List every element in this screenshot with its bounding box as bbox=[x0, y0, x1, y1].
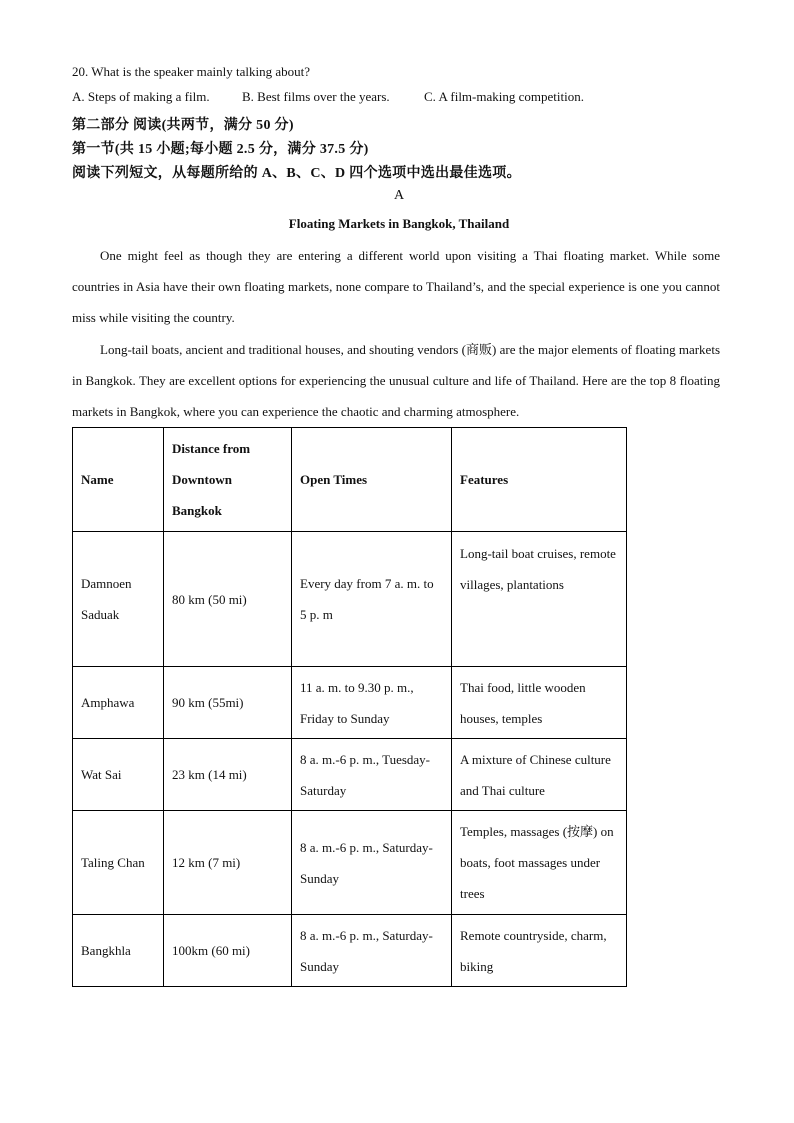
section-instructions: 阅读下列短文，从每题所给的 A、B、C、D 四个选项中选出最佳选项。 bbox=[72, 166, 521, 181]
table-row bbox=[73, 915, 627, 987]
question-20-options bbox=[72, 89, 584, 105]
market-name: Bangkhla bbox=[73, 915, 164, 987]
market-features: Long-tail boat cruises, remote villages, plantations bbox=[452, 532, 627, 667]
market-features: Thai food, little wooden houses, temples bbox=[452, 667, 627, 739]
passage-paragraph-2: Long-tail boats, ancient and traditional houses, and shouting vendors (商贩) are the major elements of floating markets in Bangkok. They are excellent options for experiencing the unusual culture and life of Thailand. Here are the top 8 floating markets in Bangkok, where you can experience the chaotic and charming atmosphere. bbox=[72, 342, 720, 420]
header-features: Features bbox=[452, 428, 627, 532]
market-name: Wat Sai bbox=[73, 739, 164, 811]
option-b: B. Best films over the years. bbox=[242, 89, 390, 104]
passage-letter: A bbox=[393, 188, 405, 203]
market-open-times: 8 a. m.-6 p. m., Saturday-Sunday bbox=[292, 811, 452, 915]
table-header-row bbox=[73, 428, 627, 532]
table-row bbox=[73, 532, 627, 667]
market-distance: 80 km (50 mi) bbox=[164, 532, 292, 667]
market-distance: 100km (60 mi) bbox=[164, 915, 292, 987]
header-open-times: Open Times bbox=[292, 428, 452, 532]
market-name: Amphawa bbox=[73, 667, 164, 739]
option-a: A. Steps of making a film. bbox=[72, 89, 210, 104]
market-name: Damnoen Saduak bbox=[73, 532, 164, 667]
market-distance: 90 km (55mi) bbox=[164, 667, 292, 739]
market-features: Remote countryside, charm, biking bbox=[452, 915, 627, 987]
floating-markets-table bbox=[72, 427, 627, 987]
header-distance: Distance from Downtown Bangkok bbox=[164, 428, 292, 532]
table-row bbox=[73, 739, 627, 811]
table-row bbox=[73, 667, 627, 739]
market-features: A mixture of Chinese culture and Thai culture bbox=[452, 739, 627, 811]
section-header-part1: 第一节(共 15 小题;每小题 2.5 分，满分 37.5 分) bbox=[72, 142, 369, 157]
market-open-times: Every day from 7 a. m. to 5 p. m bbox=[292, 532, 452, 667]
header-name: Name bbox=[73, 428, 164, 532]
passage-title: Floating Markets in Bangkok, Thailand bbox=[288, 216, 510, 231]
option-c: C. A film-making competition. bbox=[424, 89, 584, 104]
section-header-part2: 第二部分 阅读(共两节，满分 50 分) bbox=[72, 118, 294, 133]
passage-paragraph-1: One might feel as though they are entering a different world upon visiting a Thai floating market. While some countries in Asia have their own floating markets, none compare to Thailand’s, and the special experience is one you cannot miss while visiting the country. bbox=[72, 248, 720, 326]
market-name: Taling Chan bbox=[73, 811, 164, 915]
market-distance: 12 km (7 mi) bbox=[164, 811, 292, 915]
market-open-times: 8 a. m.-6 p. m., Saturday-Sunday bbox=[292, 915, 452, 987]
market-open-times: 11 a. m. to 9.30 p. m., Friday to Sunday bbox=[292, 667, 452, 739]
table-row bbox=[73, 811, 627, 915]
market-open-times: 8 a. m.-6 p. m., Tuesday-Saturday bbox=[292, 739, 452, 811]
market-distance: 23 km (14 mi) bbox=[164, 739, 292, 811]
question-20-stem: 20. What is the speaker mainly talking about? bbox=[72, 64, 311, 79]
market-features: Temples, massages (按摩) on boats, foot massages under trees bbox=[452, 811, 627, 915]
